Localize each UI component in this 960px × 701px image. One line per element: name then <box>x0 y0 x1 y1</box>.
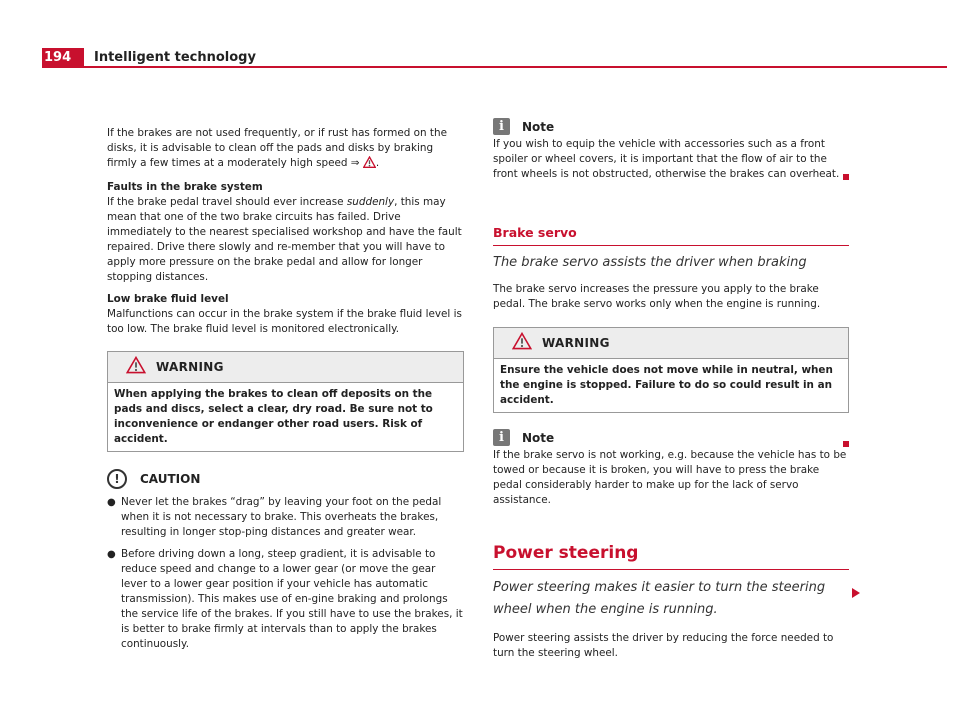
faults-heading: Faults in the brake system <box>107 181 263 193</box>
page-header <box>0 0 960 70</box>
brake-servo-subtitle: The brake servo assists the driver when braking <box>493 255 807 270</box>
warning-title: WARNING <box>542 336 610 350</box>
note-text: If the brake servo is not working, e.g. because the vehicle has to be towed or because it is broken, you will have to press the brake pedal considerably harder to make up for the lack of servo assistance. <box>493 449 847 506</box>
power-steering-text: Power steering assists the driver by reducing the force needed to turn the steering wheel. <box>493 632 834 659</box>
intro-end: . <box>375 157 380 169</box>
warning-icon <box>512 332 532 354</box>
bullet-icon: ● <box>107 549 116 560</box>
bullet-icon: ● <box>107 497 116 508</box>
warning-ref-icon <box>363 156 376 173</box>
power-steering-section <box>493 543 849 661</box>
caution-item-text: Never let the brakes “drag” by leaving your foot on the pedal when it is not necessary to brake. This overheats the brakes, resulting in longer stop-ping distances and greater wear. <box>121 496 442 538</box>
page-number: 194 <box>42 48 84 68</box>
warning-text: When applying the brakes to clean off deposits on the pads and discs, select a clear, dry road. Be sure not to inconvenience or endanger other road users. Risk of accident. <box>108 382 463 451</box>
power-steering-subtitle: Power steering makes it easier to turn the steering wheel when the engine is running. <box>493 580 826 617</box>
section-rule <box>493 245 849 246</box>
warning-header <box>494 328 848 358</box>
caution-item-text: Before driving down a long, steep gradient, it is advisable to reduce speed and change to a lower gear (or move the gear lever to a lower gear position if your vehicle has automatic transmission). This makes use of en-gine braking and prolongs the service life of the brakes. If you still have to use the brakes, it is better to brake firmly at intervals than to apply the brakes continuously. <box>121 548 463 650</box>
warning-icon <box>126 356 146 378</box>
caution-item <box>107 495 464 540</box>
faults-text-pre: If the brake pedal travel should ever increase <box>107 196 347 208</box>
caution-header <box>107 469 464 489</box>
caution-item <box>107 547 464 652</box>
right-column <box>493 118 849 661</box>
header-rule <box>84 66 947 68</box>
brake-servo-heading: Brake servo <box>493 225 577 240</box>
note-title: Note <box>522 119 555 134</box>
note-header <box>493 429 849 446</box>
intro-paragraph <box>107 126 464 173</box>
intro-text: If the brakes are not used frequently, or if rust has formed on the disks, it is advisable to clean off the pads and disks by braking firmly a few times at a moderately high speed ⇒ <box>107 127 447 169</box>
warning-text: Ensure the vehicle does not move while in neutral, when the engine is stopped. Failure to do so could result in an accident. <box>494 358 848 412</box>
note-title: Note <box>522 430 555 445</box>
section-title: Intelligent technology <box>94 50 256 65</box>
note-header <box>493 118 849 135</box>
continue-arrow-icon <box>852 588 860 598</box>
info-icon: i <box>493 118 510 135</box>
warning-box <box>493 327 849 413</box>
warning-title: WARNING <box>156 360 224 374</box>
faults-text-em: suddenly <box>346 196 395 208</box>
brake-servo-section <box>493 225 849 312</box>
note-text: If you wish to equip the vehicle with accessories such as a front spoiler or wheel covers, it is important that the flow of air to the front wheels is not obstructed, otherwise the brakes can overheat. <box>493 138 840 180</box>
warning-box <box>107 351 464 452</box>
caution-icon: ! <box>107 469 127 489</box>
section-end-mark <box>843 174 849 180</box>
section-end-mark <box>843 441 849 447</box>
left-column <box>107 126 464 652</box>
low-fluid-paragraph: Malfunctions can occur in the brake system if the brake fluid level is too low. The brake fluid level is monitored electronically. <box>107 308 462 335</box>
brake-servo-text: The brake servo increases the pressure you apply to the brake pedal. The brake servo works only when the engine is running. <box>493 283 821 310</box>
low-fluid-heading: Low brake fluid level <box>107 293 229 305</box>
caution-title: CAUTION <box>140 472 201 486</box>
faults-text-post: , this may mean that one of the two brake circuits has failed. Drive immediately to the nearest specialised workshop and have the fault repaired. Drive there slowly and re-member that you will have to apply more pressure on the brake pedal and allow for longer stopping distances. <box>107 196 462 283</box>
faults-paragraph <box>107 195 464 285</box>
info-icon: i <box>493 429 510 446</box>
section-rule <box>493 569 849 570</box>
warning-header <box>108 352 463 382</box>
power-steering-heading: Power steering <box>493 543 639 563</box>
